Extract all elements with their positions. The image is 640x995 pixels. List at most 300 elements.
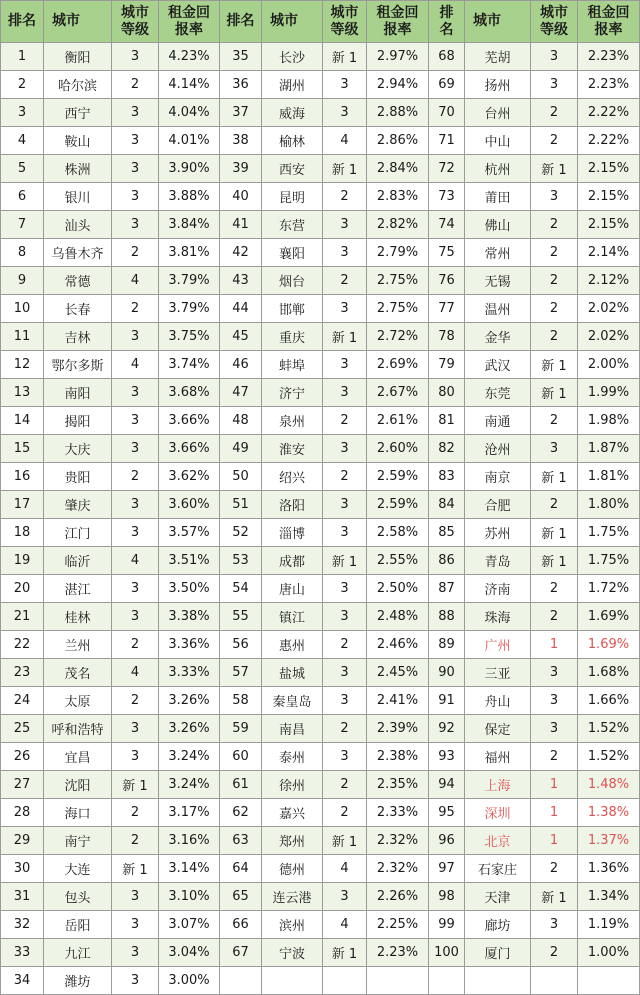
rent-yield-cell: 1.48% — [578, 771, 640, 799]
city-cell: 厦门 — [465, 939, 531, 967]
city-tier-cell: 新 1 — [531, 547, 578, 575]
city-cell: 天津 — [465, 883, 531, 911]
city-cell: 宜昌 — [44, 743, 112, 771]
table-row — [1, 743, 640, 771]
rent-yield-cell: 1.52% — [578, 743, 640, 771]
city-tier-cell: 2 — [112, 631, 159, 659]
rent-yield-cell: 2.23% — [578, 71, 640, 99]
city-cell: 威海 — [262, 99, 323, 127]
city-tier-cell: 3 — [112, 43, 159, 71]
table-row — [1, 547, 640, 575]
rank-cell: 67 — [220, 939, 262, 967]
rent-yield-cell: 1.38% — [578, 799, 640, 827]
rent-yield-cell: 3.07% — [159, 911, 220, 939]
table-row — [1, 603, 640, 631]
city-cell: 济宁 — [262, 379, 323, 407]
rank-cell: 9 — [1, 267, 44, 295]
rank-cell: 30 — [1, 855, 44, 883]
city-tier-cell: 2 — [112, 827, 159, 855]
city-cell: 上海 — [465, 771, 531, 799]
city-cell: 石家庄 — [465, 855, 531, 883]
rank-cell: 25 — [1, 715, 44, 743]
city-cell: 三亚 — [465, 659, 531, 687]
rent-yield-cell: 2.22% — [578, 127, 640, 155]
city-tier-cell: 3 — [323, 99, 367, 127]
rank-cell: 24 — [1, 687, 44, 715]
city-tier-cell: 2 — [531, 855, 578, 883]
rent-yield-cell: 3.68% — [159, 379, 220, 407]
rent-yield-cell: 1.99% — [578, 379, 640, 407]
rent-yield-cell: 2.58% — [367, 519, 429, 547]
rank-cell: 10 — [1, 295, 44, 323]
rank-cell: 52 — [220, 519, 262, 547]
rent-yield-cell: 3.36% — [159, 631, 220, 659]
rent-yield-cell: 2.39% — [367, 715, 429, 743]
rank-cell: 75 — [429, 239, 465, 267]
table-row — [1, 771, 640, 799]
city-tier-cell: 4 — [323, 911, 367, 939]
rank-cell: 23 — [1, 659, 44, 687]
city-tier-cell: 2 — [112, 71, 159, 99]
table-row — [1, 43, 640, 71]
city-tier-cell: 2 — [112, 463, 159, 491]
rank-cell: 6 — [1, 183, 44, 211]
table-row — [1, 799, 640, 827]
city-tier-cell: 3 — [531, 71, 578, 99]
city-tier-header-3: 城市 等级 — [531, 1, 578, 43]
rent-yield-cell: 2.82% — [367, 211, 429, 239]
rent-yield-cell: 2.02% — [578, 295, 640, 323]
city-tier-header-2: 城市 等级 — [323, 1, 367, 43]
city-cell: 北京 — [465, 827, 531, 855]
city-tier-cell: 2 — [323, 771, 367, 799]
rent-yield-cell: 3.04% — [159, 939, 220, 967]
city-cell: 青岛 — [465, 547, 531, 575]
city-tier-cell: 3 — [531, 183, 578, 211]
table-row — [1, 659, 640, 687]
rank-cell: 100 — [429, 939, 465, 967]
rent-yield-cell: 1.68% — [578, 659, 640, 687]
city-tier-cell: 4 — [323, 127, 367, 155]
rent-yield-cell: 2.83% — [367, 183, 429, 211]
city-tier-cell: 4 — [112, 267, 159, 295]
city-tier-cell: 2 — [531, 407, 578, 435]
rank-cell: 18 — [1, 519, 44, 547]
city-cell: 常州 — [465, 239, 531, 267]
rent-yield-cell: 1.34% — [578, 883, 640, 911]
city-cell: 嘉兴 — [262, 799, 323, 827]
city-cell — [465, 967, 531, 995]
rent-yield-cell: 3.50% — [159, 575, 220, 603]
city-tier-cell: 3 — [323, 379, 367, 407]
city-tier-cell: 3 — [112, 99, 159, 127]
rent-yield-cell: 2.88% — [367, 99, 429, 127]
table-row — [1, 463, 640, 491]
city-cell: 郑州 — [262, 827, 323, 855]
table-row — [1, 575, 640, 603]
city-tier-cell: 3 — [112, 575, 159, 603]
city-tier-cell: 3 — [112, 435, 159, 463]
rent-yield-cell: 2.25% — [367, 911, 429, 939]
city-cell: 哈尔滨 — [44, 71, 112, 99]
rent-yield-cell: 3.38% — [159, 603, 220, 631]
rent-yield-cell: 3.66% — [159, 407, 220, 435]
header-row — [1, 1, 640, 43]
city-tier-cell: 新 1 — [531, 883, 578, 911]
rank-cell: 35 — [220, 43, 262, 71]
rent-yield-cell: 2.60% — [367, 435, 429, 463]
rank-cell: 47 — [220, 379, 262, 407]
rank-cell: 34 — [1, 967, 44, 995]
city-tier-cell: 3 — [531, 687, 578, 715]
city-tier-cell: 4 — [112, 659, 159, 687]
city-tier-cell: 2 — [323, 407, 367, 435]
rent-yield-cell: 2.32% — [367, 855, 429, 883]
rent-yield-cell: 2.22% — [578, 99, 640, 127]
rent-yield-cell: 3.16% — [159, 827, 220, 855]
rank-cell: 37 — [220, 99, 262, 127]
rent-yield-cell: 4.01% — [159, 127, 220, 155]
rank-cell: 15 — [1, 435, 44, 463]
rent-yield-cell: 1.69% — [578, 631, 640, 659]
rent-yield-cell: 1.81% — [578, 463, 640, 491]
city-cell: 洛阳 — [262, 491, 323, 519]
rank-cell: 14 — [1, 407, 44, 435]
rent-yield-cell: 3.57% — [159, 519, 220, 547]
city-cell: 长沙 — [262, 43, 323, 71]
rank-cell: 33 — [1, 939, 44, 967]
rank-cell: 31 — [1, 883, 44, 911]
table-row — [1, 71, 640, 99]
rent-yield-cell: 2.67% — [367, 379, 429, 407]
city-cell: 舟山 — [465, 687, 531, 715]
city-cell: 连云港 — [262, 883, 323, 911]
city-cell: 鞍山 — [44, 127, 112, 155]
rent-yield-cell: 2.02% — [578, 323, 640, 351]
city-tier-cell: 2 — [531, 743, 578, 771]
table-row — [1, 155, 640, 183]
rent-yield-cell: 2.00% — [578, 351, 640, 379]
city-tier-cell: 3 — [323, 351, 367, 379]
rent-yield-cell: 2.86% — [367, 127, 429, 155]
rank-cell: 36 — [220, 71, 262, 99]
city-tier-cell: 3 — [112, 323, 159, 351]
rank-cell: 49 — [220, 435, 262, 463]
rank-cell: 46 — [220, 351, 262, 379]
rank-cell: 74 — [429, 211, 465, 239]
rent-yield-cell: 1.37% — [578, 827, 640, 855]
city-cell: 镇江 — [262, 603, 323, 631]
city-cell: 银川 — [44, 183, 112, 211]
city-tier-cell: 3 — [323, 687, 367, 715]
city-tier-cell: 2 — [112, 295, 159, 323]
city-tier-cell — [531, 967, 578, 995]
city-cell: 湛江 — [44, 575, 112, 603]
city-tier-cell: 新 1 — [531, 351, 578, 379]
city-cell: 泉州 — [262, 407, 323, 435]
rent-yield-cell: 2.12% — [578, 267, 640, 295]
rank-cell: 54 — [220, 575, 262, 603]
city-cell: 佛山 — [465, 211, 531, 239]
rank-cell — [220, 967, 262, 995]
city-cell: 秦皇岛 — [262, 687, 323, 715]
city-cell: 宁波 — [262, 939, 323, 967]
city-cell: 兰州 — [44, 631, 112, 659]
rent-yield-cell: 2.41% — [367, 687, 429, 715]
city-cell: 珠海 — [465, 603, 531, 631]
city-cell: 临沂 — [44, 547, 112, 575]
rent-yield-cell: 3.14% — [159, 855, 220, 883]
city-cell: 江门 — [44, 519, 112, 547]
rent-yield-cell: 2.50% — [367, 575, 429, 603]
rank-cell: 39 — [220, 155, 262, 183]
rent-yield-cell: 3.26% — [159, 715, 220, 743]
city-tier-cell: 1 — [531, 799, 578, 827]
rent-yield-cell: 3.10% — [159, 883, 220, 911]
city-cell: 衡阳 — [44, 43, 112, 71]
city-cell: 包头 — [44, 883, 112, 911]
rank-cell: 90 — [429, 659, 465, 687]
city-tier-cell: 3 — [112, 603, 159, 631]
rent-yield-cell: 3.66% — [159, 435, 220, 463]
city-tier-cell — [323, 967, 367, 995]
rent-yield-cell: 1.98% — [578, 407, 640, 435]
city-cell: 蚌埠 — [262, 351, 323, 379]
city-cell: 惠州 — [262, 631, 323, 659]
city-cell: 株洲 — [44, 155, 112, 183]
rank-cell: 79 — [429, 351, 465, 379]
rank-cell: 55 — [220, 603, 262, 631]
rank-cell: 71 — [429, 127, 465, 155]
rank-cell: 3 — [1, 99, 44, 127]
rank-cell: 66 — [220, 911, 262, 939]
rent-yield-cell — [578, 967, 640, 995]
rent-yield-cell: 4.04% — [159, 99, 220, 127]
rent-yield-cell: 2.23% — [578, 43, 640, 71]
rank-cell: 45 — [220, 323, 262, 351]
city-tier-cell: 3 — [323, 295, 367, 323]
city-tier-cell: 2 — [112, 799, 159, 827]
rank-cell: 43 — [220, 267, 262, 295]
table-row — [1, 295, 640, 323]
rank-cell: 48 — [220, 407, 262, 435]
rank-cell: 69 — [429, 71, 465, 99]
city-tier-cell: 2 — [323, 715, 367, 743]
rent-yield-cell — [367, 967, 429, 995]
city-cell: 海口 — [44, 799, 112, 827]
rank-cell: 53 — [220, 547, 262, 575]
city-cell: 唐山 — [262, 575, 323, 603]
rent-yield-cell: 3.84% — [159, 211, 220, 239]
rank-cell: 63 — [220, 827, 262, 855]
city-cell: 台州 — [465, 99, 531, 127]
rank-cell: 91 — [429, 687, 465, 715]
rent-yield-cell: 3.79% — [159, 295, 220, 323]
rent-yield-cell: 2.59% — [367, 491, 429, 519]
rent-yield-cell: 3.90% — [159, 155, 220, 183]
city-tier-header-1: 城市 等级 — [112, 1, 159, 43]
city-tier-cell: 4 — [112, 547, 159, 575]
rank-cell: 61 — [220, 771, 262, 799]
city-cell: 福州 — [465, 743, 531, 771]
city-tier-cell: 3 — [112, 183, 159, 211]
city-cell: 金华 — [465, 323, 531, 351]
city-cell: 滨州 — [262, 911, 323, 939]
table-row — [1, 715, 640, 743]
rank-cell: 62 — [220, 799, 262, 827]
rent-yield-cell: 2.75% — [367, 267, 429, 295]
rent-yield-cell: 1.72% — [578, 575, 640, 603]
city-tier-cell: 1 — [531, 827, 578, 855]
city-tier-cell: 新 1 — [323, 323, 367, 351]
rent-yield-cell: 3.60% — [159, 491, 220, 519]
city-cell: 烟台 — [262, 267, 323, 295]
rank-cell — [429, 967, 465, 995]
city-tier-cell: 3 — [531, 43, 578, 71]
city-cell: 南通 — [465, 407, 531, 435]
rank-cell: 83 — [429, 463, 465, 491]
city-header-2: 城市 — [262, 1, 323, 43]
city-cell: 太原 — [44, 687, 112, 715]
rank-cell: 84 — [429, 491, 465, 519]
rank-cell: 80 — [429, 379, 465, 407]
rank-cell: 85 — [429, 519, 465, 547]
rent-yield-cell: 2.69% — [367, 351, 429, 379]
city-tier-cell: 2 — [531, 239, 578, 267]
city-cell: 保定 — [465, 715, 531, 743]
rent-yield-cell: 2.15% — [578, 211, 640, 239]
city-tier-cell: 2 — [531, 211, 578, 239]
city-tier-cell: 2 — [323, 267, 367, 295]
rank-cell: 93 — [429, 743, 465, 771]
rent-yield-cell: 4.23% — [159, 43, 220, 71]
rank-cell: 7 — [1, 211, 44, 239]
city-cell: 芜胡 — [465, 43, 531, 71]
rent-yield-cell: 2.26% — [367, 883, 429, 911]
rank-cell: 19 — [1, 547, 44, 575]
city-tier-cell: 3 — [323, 743, 367, 771]
rank-header-1: 排名 — [1, 1, 44, 43]
table-row — [1, 883, 640, 911]
city-cell: 深圳 — [465, 799, 531, 827]
rent-yield-header-1: 租金回 报率 — [159, 1, 220, 43]
city-tier-cell: 3 — [323, 491, 367, 519]
rent-yield-cell: 2.84% — [367, 155, 429, 183]
rent-yield-cell: 1.75% — [578, 547, 640, 575]
city-tier-cell: 3 — [531, 715, 578, 743]
city-cell: 大庆 — [44, 435, 112, 463]
rent-yield-cell: 2.46% — [367, 631, 429, 659]
rank-cell: 72 — [429, 155, 465, 183]
rank-cell: 11 — [1, 323, 44, 351]
city-tier-cell: 3 — [323, 71, 367, 99]
rank-cell: 38 — [220, 127, 262, 155]
rank-cell: 95 — [429, 799, 465, 827]
rank-cell: 16 — [1, 463, 44, 491]
city-cell: 扬州 — [465, 71, 531, 99]
rent-yield-cell: 1.87% — [578, 435, 640, 463]
table-row — [1, 939, 640, 967]
city-tier-cell: 2 — [112, 687, 159, 715]
table-row — [1, 99, 640, 127]
city-tier-cell: 新 1 — [323, 547, 367, 575]
table-row — [1, 491, 640, 519]
city-cell: 盐城 — [262, 659, 323, 687]
city-cell: 乌鲁木齐 — [44, 239, 112, 267]
rank-header-2: 排名 — [220, 1, 262, 43]
rent-yield-cell: 3.17% — [159, 799, 220, 827]
city-tier-cell: 1 — [531, 631, 578, 659]
city-cell: 杭州 — [465, 155, 531, 183]
table-row — [1, 239, 640, 267]
city-cell: 无锡 — [465, 267, 531, 295]
table-row — [1, 967, 640, 995]
city-tier-cell: 4 — [112, 351, 159, 379]
rent-yield-cell: 3.62% — [159, 463, 220, 491]
table-row — [1, 687, 640, 715]
city-cell: 吉林 — [44, 323, 112, 351]
city-tier-cell: 2 — [323, 631, 367, 659]
city-cell: 南京 — [465, 463, 531, 491]
city-tier-cell: 3 — [112, 155, 159, 183]
city-tier-cell: 2 — [323, 799, 367, 827]
city-tier-cell: 2 — [323, 463, 367, 491]
city-cell: 揭阳 — [44, 407, 112, 435]
city-cell: 南阳 — [44, 379, 112, 407]
rank-cell: 4 — [1, 127, 44, 155]
city-tier-cell: 3 — [112, 967, 159, 995]
city-cell: 鄂尔多斯 — [44, 351, 112, 379]
city-cell: 泰州 — [262, 743, 323, 771]
city-tier-cell: 2 — [531, 491, 578, 519]
city-cell: 常德 — [44, 267, 112, 295]
rank-cell: 29 — [1, 827, 44, 855]
city-cell: 贵阳 — [44, 463, 112, 491]
rent-yield-header-3: 租金回 报率 — [578, 1, 640, 43]
table-row — [1, 435, 640, 463]
rank-cell: 12 — [1, 351, 44, 379]
rent-yield-cell: 1.19% — [578, 911, 640, 939]
rent-yield-cell: 2.97% — [367, 43, 429, 71]
city-cell: 南昌 — [262, 715, 323, 743]
city-tier-cell: 3 — [112, 715, 159, 743]
rent-yield-cell: 3.51% — [159, 547, 220, 575]
rank-cell: 8 — [1, 239, 44, 267]
rank-cell: 27 — [1, 771, 44, 799]
rent-yield-cell: 3.88% — [159, 183, 220, 211]
rank-cell: 26 — [1, 743, 44, 771]
city-cell: 苏州 — [465, 519, 531, 547]
city-tier-cell: 新 1 — [531, 155, 578, 183]
city-tier-cell: 3 — [323, 211, 367, 239]
rent-yield-cell: 2.32% — [367, 827, 429, 855]
city-tier-cell: 2 — [531, 127, 578, 155]
rank-cell: 42 — [220, 239, 262, 267]
city-cell: 湖州 — [262, 71, 323, 99]
rank-header-3: 排 名 — [429, 1, 465, 43]
city-tier-cell: 3 — [112, 743, 159, 771]
rank-cell: 17 — [1, 491, 44, 519]
city-cell — [262, 967, 323, 995]
city-tier-cell: 3 — [323, 659, 367, 687]
city-tier-cell: 新 1 — [112, 771, 159, 799]
rank-cell: 81 — [429, 407, 465, 435]
rent-yield-cell: 2.61% — [367, 407, 429, 435]
city-tier-cell: 新 1 — [323, 939, 367, 967]
city-tier-cell: 2 — [531, 267, 578, 295]
rank-cell: 88 — [429, 603, 465, 631]
city-cell: 桂林 — [44, 603, 112, 631]
